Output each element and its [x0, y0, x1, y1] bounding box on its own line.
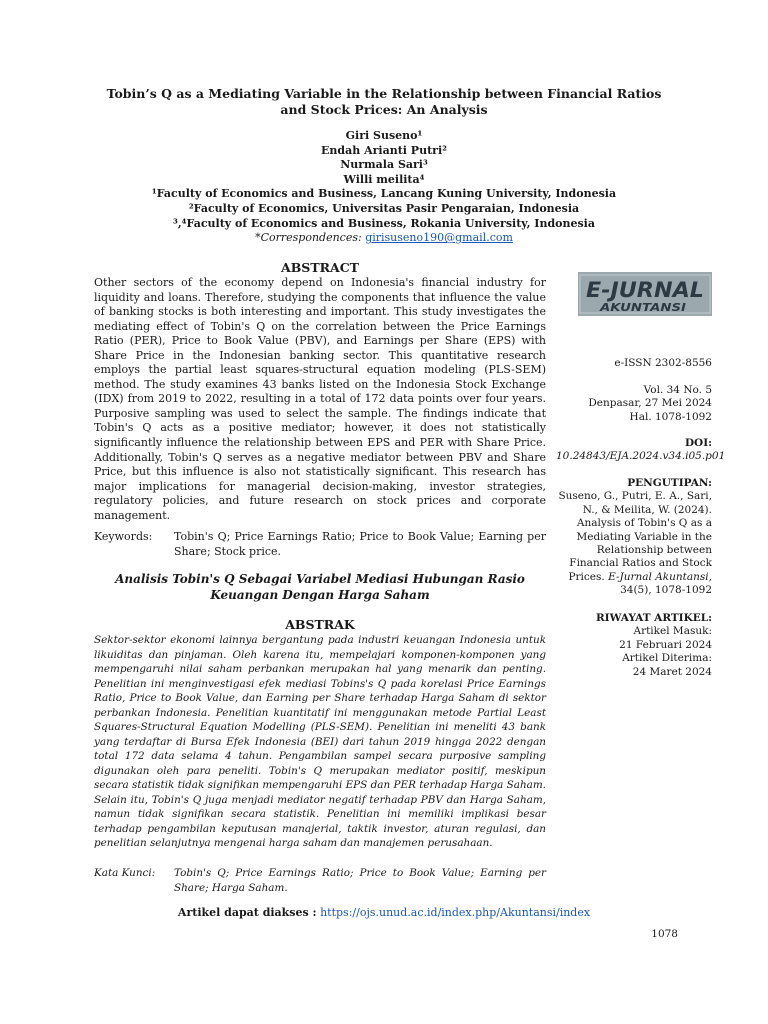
abstract-heading: ABSTRACT [281, 260, 359, 275]
sidebar-accepted-label: Artikel Diterima: [622, 652, 712, 665]
correspondence-label: *Correspondences: [255, 231, 362, 245]
sidebar-issn: e-ISSN 2302-8556 [614, 357, 712, 369]
journal-logo [578, 272, 712, 316]
sidebar-citation-block [556, 477, 712, 598]
access-line [94, 906, 674, 919]
author-name: Willi meilita⁴ [343, 172, 425, 186]
sidebar-received-label: Artikel Masuk: [633, 625, 712, 638]
author-name: Nurmala Sari³ [340, 158, 428, 172]
affiliation: ³,⁴Faculty of Economics and Business, Rokania University, Indonesia [173, 216, 595, 230]
correspondence-line [90, 231, 678, 246]
author-name: Giri Suseno¹ [345, 129, 423, 142]
abstrak-text: Sektor-sektor ekonomi lainnya bergantung pada industri keuangan Indonesia untuk likuiditas dan pinjaman. Oleh karena itu, mempelajari komponen-komponen yang mempengaruhi nilai saham perbankan merupakan hal yang menarik dan penting. Penelitian ini menginvestigasi efek mediasi Tobins's Q pada korelasi Price Earnings Ratio, Price to Book Value, dan Earning per Share terhadap Harga Saham di sektor perbankan Indonesia. Penelitian kuantitatif ini menggunakan metode Partial Least Squares-Structural Equation Modelling (PLS-SEM). Penelitian ini meneliti 43 bank yang terdaftar di Bursa Efek Indonesia (BEI) dari tahun 2019 hingga 2022 dengan total 172 data selama 4 tahun. Pengambilan sampel secara purposive sampling digunakan oleh para peneliti. Tobin's Q merupakan mediator positif, meskipun secara statistik tidak signifikan mempengaruhi EPS dan PER terhadap Harga Saham. Selain itu, Tobin's Q juga menjadi mediator negatif terhadap PBV dan Harga Saham, namun tidak signifikan secara statistik. Penelitian ini memiliki implikasi besar terhadap pengambilan keputusan manajerial, taktik investor, aturan regulasi, dan penelitian selanjutnya mengenai harga saham dan manajemen perusahaan. [94, 634, 546, 849]
kata-kunci-label: Kata Kunci: [94, 867, 156, 879]
sidebar-citation [556, 490, 712, 597]
access-label: Artikel dapat diakses : [177, 906, 317, 919]
sidebar-citation-journal: E-Jurnal Akuntansi, [608, 570, 712, 583]
indonesian-title: Analisis Tobin's Q Sebagai Variabel Mediasi Hubungan Rasio Keuangan Dengan Harga Saham [115, 572, 525, 602]
sidebar-doi-block [556, 437, 726, 464]
abstrak-heading: ABSTRAK [285, 617, 355, 632]
sidebar-doi-label: DOI: [684, 437, 712, 449]
sidebar-history-block [556, 612, 712, 679]
page-number: 1078 [651, 928, 678, 940]
sidebar-citation-tail: 34(5), 1078-1092 [620, 584, 712, 597]
sidebar-citation-label: PENGUTIPAN: [627, 477, 712, 489]
author-block [90, 129, 678, 246]
sidebar-accepted-date: 24 Maret 2024 [632, 665, 712, 678]
affiliation: ¹Faculty of Economics and Business, Lancang Kuning University, Indonesia [151, 187, 617, 201]
sidebar-place-date: Denpasar, 27 Mei 2024 [588, 397, 712, 410]
sidebar-citation-text: Suseno, G., Putri, E. A., Sari, N., & Meilita, W. (2024). Analysis of Tobin's Q as a Mediating Variable in the Relationship between Financial Ratios and Stock Prices. [558, 490, 712, 583]
correspondence-email-link[interactable]: girisuseno190@gmail.com [365, 231, 513, 245]
sidebar-history-label: RIWAYAT ARTIKEL: [595, 612, 712, 624]
keywords-text: Tobin's Q; Price Earnings Ratio; Price to Book Value; Earning per Share; Stock price. [174, 530, 546, 558]
sidebar-volume-info [556, 384, 712, 424]
sidebar-volume: Vol. 34 No. 5 [643, 384, 712, 396]
author-name: Endah Arianti Putri² [321, 143, 447, 157]
affiliation: ²Faculty of Economics, Universitas Pasir Pengaraian, Indonesia [188, 201, 580, 215]
kata-kunci-text: Tobin's Q; Price Earnings Ratio; Price to Book Value; Earning per Share; Harga Saham. [174, 867, 546, 894]
journal-logo-line1: E-JURNAL [586, 278, 704, 302]
journal-logo-line2: AKUNTANSI [598, 301, 686, 314]
sidebar-received-date: 21 Februari 2024 [619, 638, 712, 651]
sidebar-pages: Hal. 1078-1092 [629, 410, 712, 423]
paper-title: Tobin’s Q as a Mediating Variable in the Relationship between Financial Ratios and Stock Prices: An Analysis [106, 86, 662, 117]
abstract-text: Other sectors of the economy depend on Indonesia's financial industry for liquidity and loans. Therefore, studying the components that influence the value of banking stocks is both interesting and important. This study investigates the mediating effect of Tobin's Q on the correlation between the Price Earnings Ratio (PER), Price to Book Value (PBV), and Earnings per Share (EPS) with Share Price in the Indonesian banking sector. This quantitative research employs the partial least squares-structural equation modeling (PLS-SEM) method. The study examines 43 banks listed on the Indonesia Stock Exchange (IDX) from 2019 to 2022, resulting in a total of 172 data points over four years. Purposive sampling was used to select the sample. The findings indicate that Tobin's Q acts as a positive mediator; however, it does not statistically significantly influence the relationship between EPS and PER with Share Price. Additionally, Tobin's Q serves as a negative mediator between PBV and Share Price, but this influence is also not statistically significant. This research has major implications for managerial decision-making, investor strategies, regulatory policies, and future research on stock prices and corporate management. [94, 276, 546, 522]
journal-url-link[interactable]: https://ojs.unud.ac.id/index.php/Akuntansi/index [320, 906, 591, 919]
sidebar-doi-link[interactable]: 10.24843/EJA.2024.v34.i05.p01 [556, 450, 726, 463]
keywords-label: Keywords: [94, 530, 153, 543]
